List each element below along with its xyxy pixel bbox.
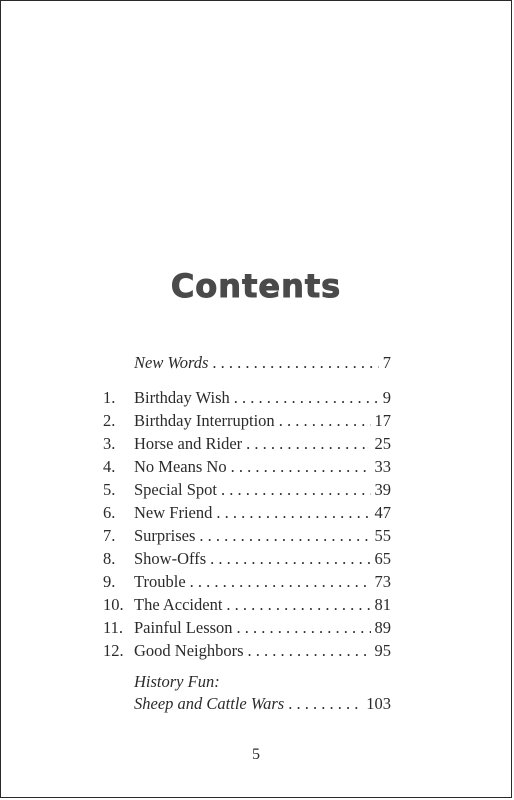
- chapter-title: Show-Offs: [134, 549, 207, 568]
- chapter-title: New Friend: [134, 503, 213, 522]
- dot-leader: [212, 353, 378, 373]
- toc-chapter-10: [103, 595, 391, 615]
- chapter-number: 11.: [103, 618, 124, 637]
- chapter-title: Surprises: [134, 526, 196, 545]
- chapter-page: 89: [374, 618, 391, 637]
- chapter-number: 10.: [103, 595, 124, 614]
- toc-chapter-5: [103, 480, 391, 500]
- dot-leader: [279, 411, 371, 431]
- toc-chapter-3: [103, 434, 391, 454]
- chapter-page: 81: [374, 595, 391, 614]
- chapter-number: 3.: [103, 434, 116, 453]
- toc-entry-new-words: [103, 353, 391, 373]
- chapter-page: 39: [374, 480, 391, 499]
- toc-chapter-7: [103, 526, 391, 546]
- toc-entry-label: New Words: [134, 353, 209, 372]
- dot-leader: [231, 457, 371, 477]
- chapter-number: 7.: [103, 526, 116, 545]
- toc-entry-page: 7: [382, 353, 391, 372]
- history-fun-heading: History Fun:: [134, 672, 220, 691]
- dot-leader: [226, 595, 370, 615]
- toc-entry-label: Sheep and Cattle Wars: [134, 694, 285, 713]
- chapter-page: 47: [374, 503, 391, 522]
- chapter-number: 12.: [103, 641, 124, 660]
- chapter-page: 17: [374, 411, 391, 430]
- chapter-title: No Means No: [134, 457, 227, 476]
- dot-leader: [199, 526, 370, 546]
- chapter-title: The Accident: [134, 595, 223, 614]
- dot-leader: [234, 388, 379, 408]
- dot-leader: [237, 618, 371, 638]
- dot-leader: [246, 434, 370, 454]
- chapter-number: 9.: [103, 572, 116, 591]
- chapter-page: 73: [374, 572, 391, 591]
- chapter-page: 9: [382, 388, 391, 407]
- chapter-page: 55: [374, 526, 391, 545]
- chapter-page: 95: [374, 641, 391, 660]
- dot-leader: [190, 572, 371, 592]
- toc-entry-page: 103: [366, 694, 391, 713]
- toc-chapter-11: [103, 618, 391, 638]
- chapter-title: Special Spot: [134, 480, 217, 499]
- chapter-title: Trouble: [134, 572, 186, 591]
- toc-chapter-2: [103, 411, 391, 431]
- chapter-page: 25: [374, 434, 391, 453]
- chapter-title: Birthday Wish: [134, 388, 230, 407]
- chapter-title: Birthday Interruption: [134, 411, 275, 430]
- chapter-page: 65: [374, 549, 391, 568]
- dot-leader: [288, 694, 362, 714]
- chapter-page: 33: [374, 457, 391, 476]
- toc-chapter-8: [103, 549, 391, 569]
- chapter-number: 1.: [103, 388, 116, 407]
- toc-chapter-4: [103, 457, 391, 477]
- dot-leader: [216, 503, 370, 523]
- toc-chapter-12: [103, 641, 391, 661]
- chapter-title: Horse and Rider: [134, 434, 243, 453]
- chapter-number: 8.: [103, 549, 116, 568]
- chapter-number: 4.: [103, 457, 116, 476]
- contents-title: Contents: [170, 267, 342, 305]
- toc-chapter-1: [103, 388, 391, 408]
- chapter-title: Good Neighbors: [134, 641, 244, 660]
- dot-leader: [248, 641, 371, 661]
- chapter-number: 5.: [103, 480, 116, 499]
- dot-leader: [210, 549, 370, 569]
- dot-leader: [221, 480, 371, 500]
- toc-chapter-6: [103, 503, 391, 523]
- chapter-number: 6.: [103, 503, 116, 522]
- toc-entry-history-fun: [103, 694, 391, 714]
- chapter-number: 2.: [103, 411, 116, 430]
- page-number: 5: [252, 746, 260, 763]
- toc-chapter-9: [103, 572, 391, 592]
- chapter-title: Painful Lesson: [134, 618, 233, 637]
